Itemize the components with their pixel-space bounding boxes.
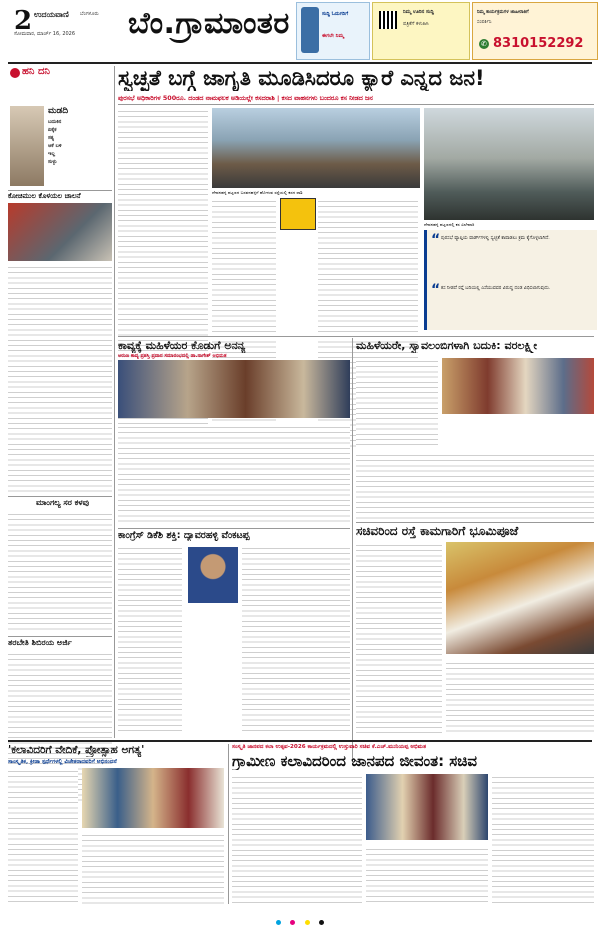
sidebar-story1-headline: ಕೋಚಿಮುಲ ಕೊಳಯಲ ಚಾಲನೆ (8, 192, 81, 200)
sidebar-column-lines (48, 118, 108, 166)
story-right-photo (442, 358, 594, 414)
sidebar-divider (8, 636, 112, 637)
politician-portrait (188, 547, 238, 603)
lead-caption-2: ದೇವನಹಳ್ಳಿ ಪಟ್ಟಣದಲ್ಲಿ ಕಸ ವಿಲೇವಾರಿ (424, 222, 475, 227)
story-mid-right-text (356, 542, 442, 736)
color-registration-marks (0, 910, 600, 924)
sidebar-divider (8, 190, 112, 191)
lead-subheadline: ಪುರಸಭೆ ಅಧಿಕಾರಿಗಳ 500ರೂ. ದಂಡದ ನಾಮಫಲಕ ಅಡಿಯಲ್ಲೇ ಕಸದರಾಶಿ | ಕಸದ ವಾಹನಗಳು ಬಂದರೂ ಕಸ ನೀಡದ ಜನ (118, 94, 373, 102)
paper-name: ಉದಯವಾಣಿ (34, 10, 69, 19)
sidebar (8, 66, 112, 856)
registration-dot-black (319, 920, 324, 925)
story-left-subheadline: ಅರುಣ ಕಾವ್ಯ ಪ್ರಶಸ್ತಿ ಪ್ರದಾನ ಸಮಾರಂಭದಲ್ಲಿ ಡಾ.ನಾಗೇಶ್ ಅಭಿಮತ (118, 353, 227, 359)
story-bottom-b-text3 (492, 774, 594, 904)
story-mid-right-text2 (446, 660, 594, 736)
column-rule (228, 744, 229, 904)
qr-code-icon (379, 11, 397, 29)
story-left-text (118, 424, 350, 526)
advert-1-line2: ಈಗಲೇ ನಿಮ್ಮ (322, 33, 344, 39)
lead-headline: ಸ್ವಚ್ಛತೆ ಬಗ್ಗೆ ಜಾಗೃತಿ ಮೂಡಿಸಿದರೂ ಕ್ಯಾರೆ ಎನ್ನದ ಜನ! (118, 66, 485, 90)
sidebar-story2-headline: ಮಾಂಗಲ್ಯ ಸರ ಕಳವು (36, 498, 90, 507)
lead-photo-1 (212, 108, 420, 188)
story-bottom-left-text (118, 545, 182, 735)
story-bottom-a-headline: 'ಕಲಾವಿದರಿಗೆ ವೇದಿಕೆ, ಪ್ರೋತ್ಸಾಹ ಅಗತ್ಯ' (8, 744, 145, 756)
story-bottom-b-text (232, 774, 362, 904)
sidebar-story1-photo (8, 203, 112, 261)
story-bottom-b-headline: ಗ್ರಾಮೀಣ ಕಲಾವಿದರಿಂದ ಜಾನಪದ ಜೀವಂತ: ಸಚಿವ (232, 752, 477, 770)
sidebar-story1-text (8, 264, 112, 494)
column-line: ಆಕೆ ಬಳಿ (48, 143, 62, 149)
story-bottom-a-subheadline: ಸಾಂಸ್ಕೃತಿಕ, ಕ್ರೀಡಾ ಸ್ಪರ್ಧೆಗಳಲ್ಲಿ ವಿಜೇತರಾದವರಿಗೆ ಅಭಿನಂದನೆ (8, 759, 117, 765)
city-label: ಬೆಂಗಳೂರು (80, 11, 99, 17)
advert-2-line2: ಪತ್ರಿಕೆಗೆ ಕಳುಹಿಸಿ (403, 21, 429, 27)
lead-quote-box (424, 230, 597, 330)
quote-mark-icon: “ (431, 282, 441, 298)
advert-1-line1: ಸುದ್ದಿ ಓದುಗರಿಗೆ (322, 11, 349, 17)
advert-phone-number: 8310152292 (493, 36, 584, 51)
lead-quote-1: ಪುರಸಭೆ ವ್ಯಾಪ್ತಿಯ ವಾರ್ಡ್‌ಗಳಲ್ಲಿ ಸ್ವಚ್ಛತೆ ಕಾಪಾಡಲು ಕ್ರಮ ಕೈಗೊಳ್ಳಲಾಗಿದೆ. (441, 236, 550, 241)
story-mid-right-headline: ಸಚಿವರಿಂದ ರಸ್ತೆ ಕಾಮಗಾರಿಗೆ ಭೂಮಿಪೂಜೆ (356, 524, 519, 538)
story-left-headline: ಕಾವ್ಯಕ್ಕೆ ಮಹಿಳೆಯರ ಕೊಡುಗೆ ಅನನ್ಯ (118, 339, 246, 352)
story-bottom-a-text (8, 768, 78, 904)
lead-photo-2 (424, 108, 594, 220)
advert-2-line1: ನಿಮ್ಮ ಊರಿನ ಸುದ್ದಿ (403, 9, 434, 15)
sidebar-brand: ಹನಿ ದನಿ (22, 66, 50, 77)
advert-box-3 (472, 2, 598, 60)
section-rule (356, 522, 594, 523)
phone-icon: ✆ (479, 39, 489, 49)
masthead-rule (8, 62, 592, 64)
quote-mark-icon: “ (431, 232, 441, 248)
bottom-band-rule (8, 740, 592, 742)
story-right-text (356, 358, 438, 448)
story-bottom-left-text2 (242, 545, 350, 735)
advert-box-1 (296, 2, 370, 60)
sidebar-vertical-rule (114, 66, 115, 738)
column-line: ಸತ್ಯ (48, 135, 54, 141)
story-right-headline: ಮಹಿಳೆಯರೇ, ಸ್ವಾವಲಂಬಿಗಳಾಗಿ ಬದುಕಿ: ವರಲಕ್ಷ್ಮೀ (356, 339, 538, 352)
sidebar-story3-headline: ತರಬೇತಿ ಶಿಬಿರಯ ಅರ್ಜಿ (8, 638, 72, 647)
section-rule (118, 528, 350, 529)
story-bottom-a-photo (82, 768, 224, 828)
column-line: ಇಲ್ಲ (48, 151, 56, 157)
masthead (0, 0, 600, 62)
lead-bottom-rule (118, 336, 594, 337)
column-rule (352, 338, 353, 758)
honey-icon (10, 68, 20, 78)
column-line: ಬದುಕಿನ (48, 119, 62, 125)
story-bottom-b-kicker: ಸಂಸ್ಕೃತಿ ಜಾನಪದ ಕಲಾ ಉತ್ಸವ-2026 ಕಾರ್ಯಕ್ರಮದಲ್ಲಿ ಉಸ್ತುವಾರಿ ಸಚಿವ ಕೆ.ಎಚ್.ಮುನಿಯಪ್ಪ ಅಭಿಮತ (232, 744, 427, 750)
swachh-logo (280, 198, 316, 230)
columnist-portrait (10, 106, 44, 186)
story-bottom-b-text2 (366, 846, 488, 904)
column-line: ಏಕೈಕ (48, 127, 57, 133)
advert-3-line2: ಸಂಪರ್ಕಿಸಿ (477, 20, 492, 25)
lead-quote-2: ಕಸ ನೀಡದೆ ರಸ್ತೆ ಬದಿಯಲ್ಲಿ ಎಸೆಯುವವರ ವಿರುದ್ಧ ದಂಡ ವಿಧಿಸಲಾಗುವುದು. (441, 286, 551, 291)
sidebar-divider (8, 496, 112, 497)
registration-dot-magenta (290, 920, 295, 925)
story-bottom-left-headline: ಕಾಂಗ್ರೆಸ್ ಡಿಕೆಶಿ ಶಕ್ತಿ: ದ್ಯಾವರಹಳ್ಳಿ ವೆಂಕಟಪ್ಪ (118, 530, 250, 541)
lead-caption-1: ದೇವನಹಳ್ಳಿ ಪಟ್ಟಣದ ಬಸವನಹಳ್ಳಿಗೆ ಹೋಗುವ ರಸ್ತೆಯಲ್ಲಿ ಕಸದ ರಾಶಿ (212, 190, 303, 195)
story-mid-right-photo (446, 542, 594, 654)
phone-illustration (301, 7, 319, 53)
column-line: ಸುಳ್ಳು (48, 159, 57, 165)
registration-dot-cyan (276, 920, 281, 925)
story-bottom-a-text2 (82, 832, 224, 904)
sidebar-column-title: ಮಡದಿ (48, 106, 69, 116)
lead-rule (118, 104, 594, 105)
section-title: ಬೆಂ.ಗ್ರಾಮಾಂತರ (128, 6, 290, 41)
registration-dot-yellow (305, 920, 310, 925)
story-right-text2 (356, 452, 594, 520)
sidebar-story2-text (8, 511, 112, 633)
advert-box-2 (372, 2, 470, 60)
story-bottom-b-photo (366, 774, 488, 840)
story-left-photo (118, 360, 350, 418)
page-number: 2 (14, 6, 33, 36)
advert-3-line1: ನಿಮ್ಮ ಕಾರ್ಯಕ್ರಮಗಳ ಜಾಹೀರಾತಿಗೆ (477, 10, 529, 15)
issue-date: ಸೋಮವಾರ, ಮಾರ್ಚ್ 16, 2026 (14, 31, 76, 37)
